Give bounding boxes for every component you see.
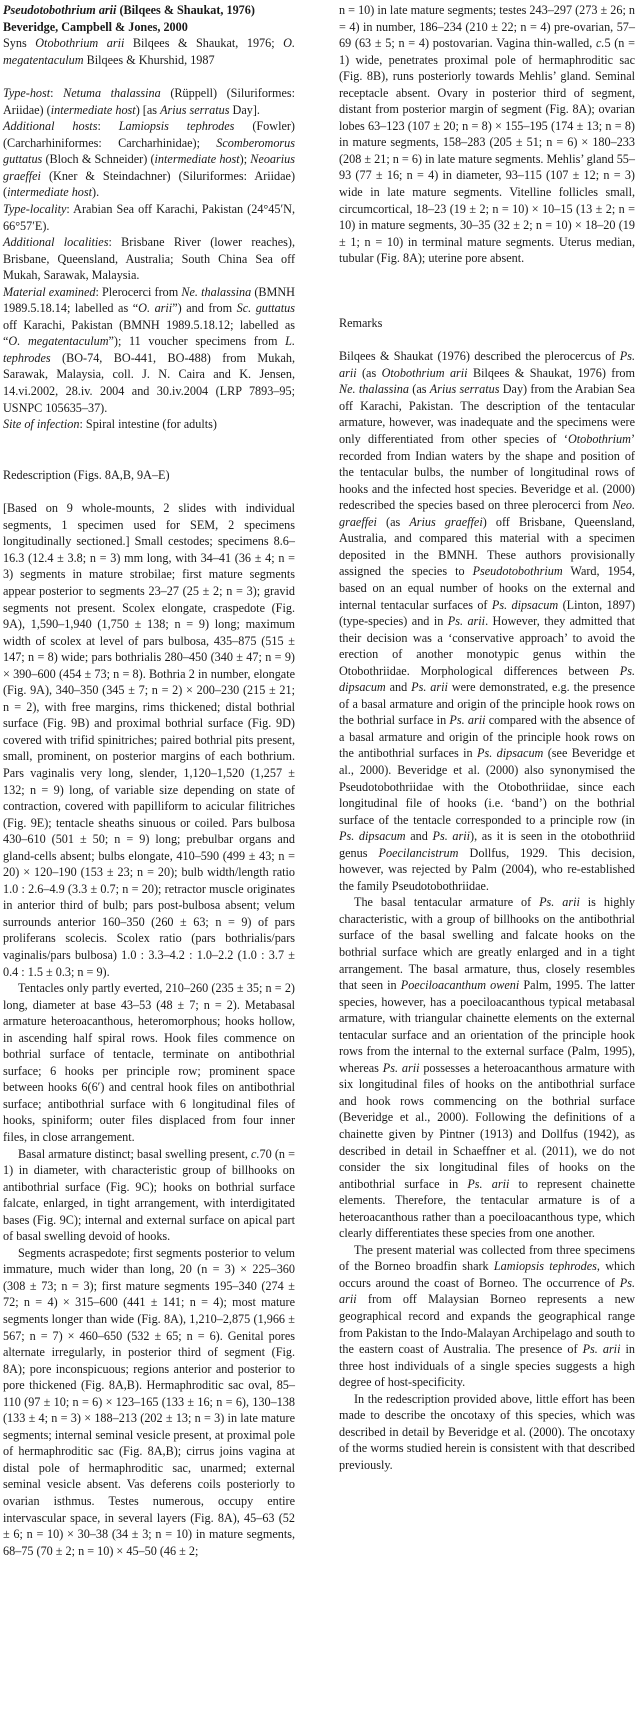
italic-text: Ne. thalassina — [339, 382, 409, 397]
text-run: (Bloch & Schneider) ( — [42, 152, 155, 167]
spacer — [3, 433, 295, 467]
text-run: off Karachi, Pakistan (BMNH 1989.5.18.12; labelled as “ — [3, 317, 295, 349]
remarks-body — [339, 348, 635, 1473]
text-run: n = 10) in late mature segments; testes 243–297 (273 ± 26; n = 4) in number, 186–234 (210 ± 22; n = 4) pre-ovarian, 57–69 (63 ± 5; n = 4) postovarian. Vagina thin-walled, — [339, 3, 635, 51]
text-run: Basal armature distinct; basal swelling present, — [18, 1146, 252, 1161]
text-run: Segments acraspedote; first segments posterior to velum immature, much wider than long, 20 (n = 3) × 225–360 (308 ± 73; n = 3); first mature segments 195–340 (274 ± 72; n = 4) × 315–600 (441 ± 141; n = 4); most mature segments longer than wide (Fig. 8A), 1,210–2,875 (1,966 ± 567; n = 7) × 460–650 (532 ± 65; n = 6). Genital pores alternate irregularly, in posterior third of segment (Fig. 8A); pore inconspicuous; regions anterior and posterior to pore thickened (Fig. 8A,B). Hermaphroditic sac oval, 85–110 (97 ± 10; n = 6) × 123–165 (133 ± 16; n = 6), 130–138 (133 ± 4; n = 3) × 188–213 (202 ± 13; n = 3) in late mature segments; internal seminal vesicle present, at proximal pole of hermaphroditic sac (Fig. 8A,B); cirrus joins vagina at distal pole of hermaphroditic sac, unarmed; external seminal vesicle absent. Vas deferens coils posteriorly to ovarian isthmus. Testes numerous, occupy entire intervascular space, in several layers (Fig. 8A), 45–63 (52 ± 6; n = 10) × 30–38 (34 ± 3; n = 10) in mature segments, 68–75 (70 ± 2; n = 10) × 45–50 (46 ± 2; — [3, 1245, 295, 1558]
text-run: Bilqees & Shaukat, 1976; — [124, 36, 284, 51]
italic-text: intermediate host — [7, 185, 93, 200]
italic-text: Ne. thalassina — [181, 284, 252, 299]
paragraph — [3, 980, 295, 1145]
italic-text: Type-locality — [3, 202, 67, 217]
section-heading-redescription: Redescription (Figs. 8A,B, 9A–E) — [3, 467, 170, 482]
paragraph — [339, 894, 635, 1241]
text-run: Palm, 1995. The latter species, however, has a poeciloacanthous typical metabasal armature, with triangular chainette elements on the external tentacular surface and an orientation of the principle hook rows from the internal to the external surface (Palm, 1995), whereas — [339, 978, 635, 1075]
italic-text: Ps. arii — [449, 713, 486, 728]
italic-text: Poecilancistrum — [378, 845, 459, 860]
paragraph — [339, 1242, 635, 1391]
italic-text: Arius serratus — [429, 382, 500, 397]
text-run: 70 (n = 1) in diameter, with characteristic group of billhooks on antibothrial surface (Fig. 9C); hooks on bothrial surface falcate, enlarged, in tight arrangement, with interdigitated bases (Fig. 9C); internal and external surface on apical part of basal swelling devoid of hooks. — [3, 1146, 295, 1244]
text-run: ). — [92, 185, 100, 200]
field-site-of-infection — [3, 416, 295, 433]
text-run: to represent chainette elements. Therefore, the tentacular armature is of a heteroacanthous rather than a poeciloacanthous type, which clearly differentiates these species from one another. — [339, 1176, 636, 1241]
text-run: and — [405, 829, 433, 844]
text-run: 5 (n = 1) wide, penetrates proximal pole of hermaphroditic sac (Fig. 8B), runs posteriorly towards Mehlis’ gland. Seminal receptacle absent. Ovary in posterior third of segment, distant from posterior margin of segment (Fig. 8A); ovarian lobes 63–123 (107 ± 20; n = 8) × 155–195 (174 ± 13; n = 8) in mature segments, 158–283 (205 ± 51; n = 6) × 180–233 (208 ± 21; n = 6) in late mature segments. Mehlis’ gland 55–93 (77 ± 16; n = 4) in diameter, 93–115 (107 ± 12; n = 3) wide in late mature segments. Vitelline follicles small, circumcortical, 18–23 (19 ± 2; n = 10) × 10–15 (13 ± 2; n = 10) in mature segments, 30–35 (32 ± 2; n = 10) × 18–20 (19 ± 1; n = 10) in terminal mature segments. Uterus median, tubular (Fig. 8A); uterine pore absent. — [339, 36, 635, 266]
spacer — [3, 483, 295, 500]
italic-text: Ps. arii — [432, 829, 471, 844]
text-run: : Brisbane River (lower reaches), Brisbane, Queensland, Australia; South China Sea off Mukah, Sarawak, Malaysia. — [3, 235, 296, 283]
italic-text: Arius serratus — [160, 102, 230, 117]
paragraph — [339, 348, 635, 894]
field-additional-hosts — [3, 118, 295, 201]
italic-text: Netuma thalassina — [63, 86, 161, 101]
text-run: and — [385, 680, 412, 695]
italic-text: Additional hosts — [3, 119, 98, 134]
text-run: in three host individuals of a single species suggests a high degree of host-specificity. — [339, 1342, 636, 1390]
text-run: ) off Brisbane, Queensland, Australia, and compared this material with a specimen deposited in the BMNH. These authors provisionally assigned the species to — [339, 514, 635, 579]
text-run: is highly characteristic, with a group of billhooks on the antibothrial surface of the basal swelling and falcate hooks on the bothrial surface which are greatly enlarged and in a tight arrangement. The basal armature, thus, closely resembles that seen in — [339, 895, 635, 993]
paragraph — [3, 500, 295, 980]
synonyms — [3, 35, 295, 68]
italic-text: Pseudotobothrium — [472, 564, 563, 579]
text-run: : — [50, 86, 64, 101]
left-column — [3, 2, 295, 1559]
redescription-continuation — [339, 2, 635, 267]
text-run: possesses a heteroacanthous armature with six longitudinal files of hooks on the antibothrial surface and hook rows commencing on the bothrial surface (Beveridge et al., 2000). Following the definitions of a chainette given by Pintner (1913) and Dollfus (1942), as described in detail in Schaeffner et al. (2011), we do not consider the six longitudinal files of hooks on the antibothrial surface in — [339, 1060, 635, 1191]
italic-text: Additional localities — [3, 235, 109, 250]
italic-text: Poeciloacanthum oweni — [400, 978, 520, 993]
italic-text: intermediate host — [50, 102, 136, 117]
text-run: (Rüppell) (Siluriformes: Ariidae) ( — [3, 86, 295, 117]
right-column — [339, 2, 635, 1473]
paragraph — [339, 1391, 635, 1474]
text-run: : Spiral intestine (for adults) — [79, 417, 217, 432]
italic-text: Ps. dipsacum — [491, 597, 559, 612]
italic-text: Material examined — [3, 284, 96, 299]
text-run: Bilqees & Shaukat (1976) described the plerocercus of — [339, 349, 620, 364]
text-run: Tentacles only partly everted, 210–260 (235 ± 35; n = 2) long, diameter at base 43–53 (48 ± 7; n = 2). Metabasal armature heteroacanthous, heteromorphous; hooks hollow, in ascending half spiral rows. Hook files commence on bothrial surface of tentacle, terminate on antibothrial surface; 6 hooks per principle row; prominent space between hooks 6(6′) and central hook files on antibothrial surface; antibothrial surface with 6 longitudinal files of hooks, spiniform; outer files displaced from four inner files, in close arrangement. — [3, 981, 295, 1144]
italic-text: Sc. guttatus — [236, 301, 295, 316]
text-run: The basal tentacular armature of — [354, 895, 540, 910]
italic-text: Otobothrium arii — [35, 36, 125, 51]
italic-text: Ps. arii — [339, 349, 635, 380]
text-run: compared with the absence of a basal armature and origin of the principle hook rows on the antibothrial surfaces in — [339, 713, 636, 761]
italic-text: Ps. dipsacum — [339, 663, 635, 695]
text-run: The present material was collected from three specimens of the Borneo broadfin shark — [339, 1242, 635, 1274]
italic-text: Ps. arii — [447, 614, 486, 629]
section-heading-remarks: Remarks — [339, 315, 383, 330]
text-run: Ward, 1954, based on an equal number of hooks on the external and internal tentacular surfaces of — [339, 564, 635, 612]
spacer — [339, 331, 635, 348]
italic-text: Ps. arii — [339, 1275, 635, 1307]
text-run: (as — [409, 382, 430, 397]
italic-text: Ps. arii — [411, 680, 448, 695]
text-run: were demonstrated, e.g. the presence of a basal armature and origin of the principle hook rows on the bothrial surface in — [339, 680, 635, 728]
field-additional-localities — [3, 234, 295, 284]
italic-text: Type-host — [3, 86, 51, 101]
field-material-examined — [3, 284, 295, 416]
spacer — [339, 267, 635, 315]
text-run: . However, they admitted that their decision was a ‘conservative approach’ to avoid the erection of another monotypic genus within the Otobothriidae. Morphological differences between — [339, 614, 636, 678]
italic-text: Scomberomorus guttatus — [3, 135, 295, 167]
text-run: : Plerocerci from — [95, 284, 182, 299]
italic-text: Ps. arii — [467, 1176, 510, 1191]
italic-text: Lamiopsis tephrodes — [493, 1259, 597, 1274]
italic-text: Pseudotobothrium arii — [3, 3, 117, 17]
text-run: from off Malaysian Borneo represents a new geographical record and expands the geographical range from Pakistan to the Indo-Malayan Archipelago and south to the eastern coast of Australia. The presence of — [339, 1292, 635, 1357]
italic-text: Site of infection — [3, 417, 80, 432]
text-run: (as — [356, 365, 382, 380]
field-type-locality — [3, 201, 295, 234]
text-run: Bilqees & Khurshid, 1987 — [83, 52, 215, 67]
italic-text: Ps. arii — [382, 1060, 420, 1075]
spacer — [3, 68, 295, 85]
species-title — [3, 2, 295, 35]
text-run: , which occurs around the coast of Borneo. The occurrence of — [339, 1259, 635, 1290]
text-run: ”); 11 voucher specimens from — [108, 334, 286, 349]
italic-text: O. megatentaculum — [8, 334, 109, 349]
text-run: (BO-74, BO-441, BO-488) from Mukah, Sarawak, Malaysia, coll. J. N. Caira and K. Jensen, 14.vi.2002, 28.iv. 2004 and 30.iv.2004 (LRP 7893–95; USNPC 105635–37). — [3, 350, 295, 415]
text-run: Bilqees & Shaukat, 1976) from — [467, 365, 635, 380]
italic-text: intermediate host — [154, 152, 240, 167]
italic-text: Neoarius graeffei — [3, 152, 295, 183]
text-run: (Bilqees & Shaukat, 1976) Beveridge, Campbell & Jones, 2000 — [3, 3, 255, 34]
text-run: (Kner & Steindachner) (Siluriformes: Ariidae) ( — [3, 168, 295, 200]
text-run: Day) from the Arabian Sea off Karachi, Pakistan. The description of the tentacular armature, however, was inadequate and the specimens were only differentiated from other species of ‘ — [339, 382, 636, 447]
text-run: In the redescription provided above, little effort has been made to describe the oncotaxy of this species, which was described in detail by Beveridge et al. (2000). The oncotaxy of the worms studied herein is consistent with that described previously. — [339, 1391, 635, 1472]
italic-text: c. — [595, 36, 605, 51]
italic-text: Ps. dipsacum — [339, 829, 406, 844]
italic-text: L. tephrodes — [3, 334, 295, 365]
italic-text: Neo. graeffei — [339, 498, 635, 529]
italic-text: Otobothrium arii — [381, 365, 468, 380]
paragraph — [3, 1245, 295, 1559]
text-run: (see Beveridge et al., 2000). Beveridge et al. (2000) also synonymised the Pseudotobothriidae with the Otobothriidae, since each longitudinal file of hooks (i.e. ‘band’) on the bothrial surface of the tentacle corresponded to a principle row (in — [339, 746, 636, 827]
text-run: (Fowler) (Carcharhiniformes: Carcharhinidae); — [3, 119, 295, 150]
italic-text: Arius graeffei — [409, 514, 483, 529]
text-run: [Based on 9 whole-mounts, 2 slides with individual segments, 1 specimen used for SEM, 2 specimens longitudinally sectioned.] Small cestodes; specimens 8.6–16.3 (12.4 ± 3.8; n = 3) mm long, with 34–41 (36 ± 4; n = 3) segments in mature strobilae; first mature segments appear posterior to segments 23–27 (25 ± 2; n = 3); gravid segments not present. Scolex elongate, craspedote (Fig. 9A), 1,590–1,940 (1,750 ± 138; n = 9) long; maximum width of scolex at level of pars bulbosa, 435–875 (515 ± 147; n = 8) wide; pars bothrialis 280–450 (340 ± 47; n = 9) × 390–600 (454 ± 73; n = 8). Bothria 2 in number, elongate (Fig. 9A), 340–350 (345 ± 7; n = 2) × 200–230 (215 ± 21; n = 2), with free margins, rims thickened; distal bothrial surface (Fig. 9B) and proximal bothrial surface (Fig. 9D) covered with trifid spinitriches; paired bothrial pits present, small, prominent, on posterior margins of each bothrium. Pars vaginalis very long, slender, 1,120–1,520 (1,257 ± 132; n = 9) long, of variable size depending on state of contraction, covered with papilliform to acicular filitriches (Fig. 9E); tentacle sheaths sinuous or coiled. Pars bulbosa 430–610 (501 ± 50; n = 9) long; prebulbar organs and gland-cells absent; bulbs elongate, 410–590 (499 ± 43; n = 20) × 120–190 (153 ± 23; n = 20); bulb width/length ratio 1.0 : 2.6–4.9 (3.3 ± 0.7; n = 20); retractor muscle originates in anterior third of bulb; pars post-bulbosa absent; velum surrounds anterior 160–350 (260 ± 63; n = 9) of pars proliferans scolecis. Scolex ratio (pars bothrialis/pars vaginalis/pars bulbosa) 1.0 : 3.3–4.2 : 1.0–2.2 (1.0 : 3.7 ± 0.4 : 1.5 ± 0.3; n = 9). — [3, 501, 295, 979]
italic-text: Ps. arii — [539, 895, 580, 910]
italic-text: c. — [251, 1146, 260, 1161]
text-run: ) [as — [135, 102, 161, 117]
text-run: (as — [376, 514, 410, 529]
paragraph — [3, 1146, 295, 1245]
text-run: Day]. — [229, 102, 260, 117]
text-run: ); — [239, 152, 251, 167]
italic-text: O. arii — [138, 301, 173, 316]
text-run: Dollfus, 1929. This decision, however, was rejected by Palm (2004), who re-established the family Pseudotobothriidae. — [339, 845, 636, 893]
italic-text: Ps. dipsacum — [477, 746, 544, 761]
text-run: ”) and from — [172, 301, 237, 316]
italic-text: Ps. arii — [582, 1342, 621, 1357]
italic-text: Lamiopsis tephrodes — [118, 119, 235, 134]
redescription-body — [3, 500, 295, 1559]
text-run: ’ recorded from Indian waters by the shape and position of the tentacular bulbs, the number of longitudinal rows of hooks and the infected host species. Beveridge et al. (2000) redescribed the species based on three plerocerci from — [339, 432, 635, 513]
text-run: : Arabian Sea off Karachi, Pakistan (24°45′N, 66°57′E). — [3, 202, 295, 233]
italic-text: O. megatentaculum — [3, 36, 295, 67]
text-run: (Linton, 1897) (type-species) and in — [339, 597, 636, 629]
italic-text: Otobothrium — [567, 432, 631, 447]
field-type-host — [3, 85, 295, 118]
text-run: : — [97, 119, 119, 134]
text-run: ), as it is seen in the otobothriid genus — [339, 829, 635, 860]
text-run: Syns — [3, 36, 36, 51]
text-run: (BMNH 1989.5.18.14; labelled as “ — [3, 284, 295, 316]
